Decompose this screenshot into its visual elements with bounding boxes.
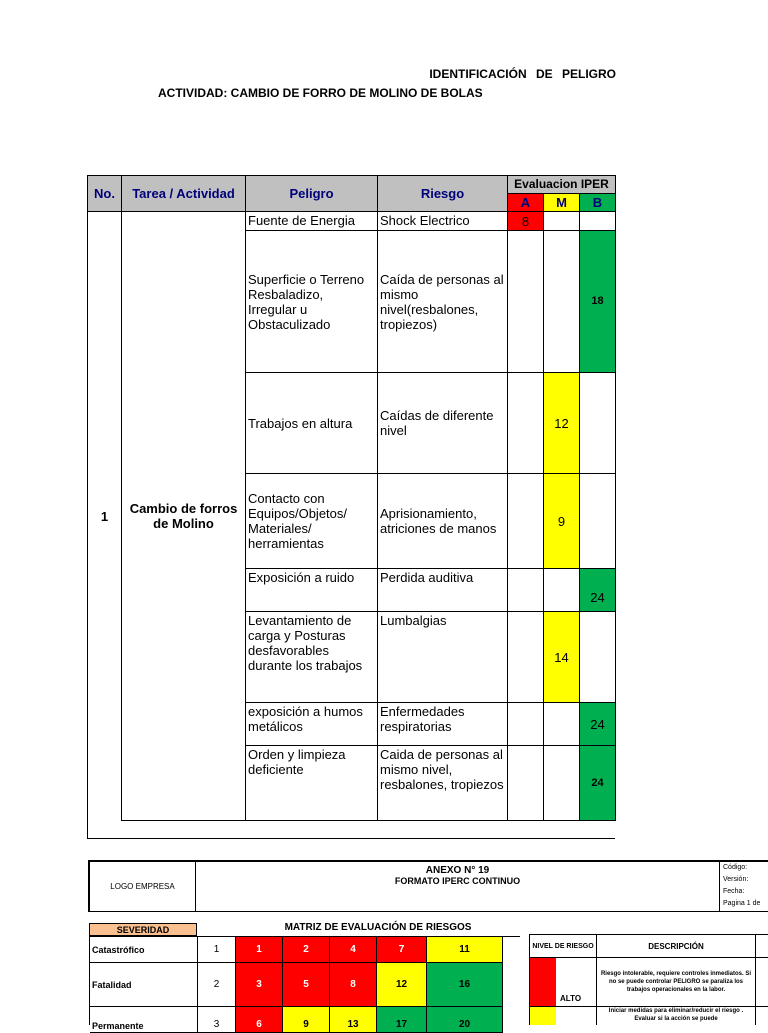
meta-code: Código: bbox=[723, 864, 748, 871]
col-header-b: B bbox=[580, 194, 616, 212]
hazard-cell: exposición a humos metálicos bbox=[246, 703, 378, 746]
severity-row-label: Permanente bbox=[90, 1007, 198, 1033]
matrix-cell: 5 bbox=[283, 963, 330, 1007]
severity-row-number: 1 bbox=[198, 937, 236, 963]
risk-cell: Caídas de diferente nivel bbox=[378, 373, 508, 474]
col-header-iper: Evaluacion IPER bbox=[508, 176, 616, 194]
col-header-no: No. bbox=[88, 176, 122, 212]
description-medium: Iniciar medidas para eliminar/reducir el riesgo . Evaluar si la acción se puede bbox=[597, 1007, 756, 1025]
severity-matrix bbox=[89, 936, 520, 1031]
iper-empty-a bbox=[508, 703, 544, 746]
matrix-cell: 17 bbox=[377, 1007, 427, 1033]
iper-value-b: 24 bbox=[580, 569, 616, 612]
matrix-cell: 1 bbox=[236, 937, 283, 963]
level-high-label: ALTO bbox=[560, 994, 582, 1003]
matrix-cell: 11 bbox=[427, 937, 503, 963]
iper-value-a: 8 bbox=[508, 212, 544, 231]
document-title: IDENTIFICACIÓN DE PELIGRO bbox=[429, 67, 616, 81]
hazard-cell: Superficie o Terreno Resbaladizo, Irregular u Obstaculizado bbox=[246, 231, 378, 373]
iper-empty-b bbox=[580, 373, 616, 474]
risk-cell: Enfermedades respiratorias bbox=[378, 703, 508, 746]
iper-empty-m bbox=[544, 569, 580, 612]
level-medium-swatch bbox=[530, 1007, 556, 1025]
matrix-cell: 6 bbox=[236, 1007, 283, 1033]
extra-header bbox=[756, 935, 768, 958]
iper-table bbox=[87, 175, 616, 821]
task-name: Cambio de forros de Molino bbox=[122, 212, 246, 821]
iper-empty-a bbox=[508, 746, 544, 821]
risk-cell: Lumbalgias bbox=[378, 612, 508, 703]
iper-empty-b bbox=[580, 212, 616, 231]
meta-date: Fecha: bbox=[723, 888, 745, 895]
level-high-cell bbox=[530, 958, 597, 1007]
col-header-a: A bbox=[508, 194, 544, 212]
col-header-hazard: Peligro bbox=[246, 176, 378, 212]
col-header-risk: Riesgo bbox=[378, 176, 508, 212]
iper-value-m: 14 bbox=[544, 612, 580, 703]
iper-value-m: 12 bbox=[544, 373, 580, 474]
matrix-cell: 4 bbox=[330, 937, 377, 963]
risk-cell: Caida de personas al mismo nivel, resbalones, tropiezos bbox=[378, 746, 508, 821]
iper-empty-b bbox=[580, 474, 616, 569]
level-header: NIVEL DE RIESGO bbox=[530, 935, 597, 958]
matrix-cell: 3 bbox=[236, 963, 283, 1007]
risk-cell: Aprisionamiento, atriciones de manos bbox=[378, 474, 508, 569]
iper-empty-m bbox=[544, 231, 580, 373]
hazard-cell: Orden y limpieza deficiente bbox=[246, 746, 378, 821]
matrix-cell: 7 bbox=[377, 937, 427, 963]
activity-title: ACTIVIDAD: CAMBIO DE FORRO DE MOLINO DE BOLAS bbox=[158, 86, 483, 100]
level-medium-cell bbox=[530, 1007, 597, 1025]
matrix-cell: 2 bbox=[283, 937, 330, 963]
matrix-cell: 8 bbox=[330, 963, 377, 1007]
meta-version: Versión: bbox=[723, 876, 749, 883]
matrix-cell: 20 bbox=[427, 1007, 503, 1033]
iper-value-m: 9 bbox=[544, 474, 580, 569]
iper-empty-a bbox=[508, 474, 544, 569]
iper-empty-m bbox=[544, 212, 580, 231]
severity-row-number: 2 bbox=[198, 963, 236, 1007]
level-high-swatch bbox=[530, 958, 556, 1006]
annex-title: ANEXO N° 19 bbox=[425, 865, 490, 876]
iper-value-b: 24 bbox=[580, 746, 616, 821]
hazard-cell: Contacto con Equipos/Objetos/ Materiales/ herramientas bbox=[246, 474, 378, 569]
matrix-cell: 16 bbox=[427, 963, 503, 1007]
risk-cell: Perdida auditiva bbox=[378, 569, 508, 612]
hazard-cell: Exposición a ruido bbox=[246, 569, 378, 612]
format-title: FORMATO IPERC CONTINUO bbox=[394, 876, 521, 886]
col-header-task: Tarea / Actividad bbox=[122, 176, 246, 212]
hazard-cell: Levantamiento de carga y Posturas desfavorables durante los trabajos bbox=[246, 612, 378, 703]
iperc-form bbox=[88, 860, 768, 1031]
hazard-cell: Fuente de Energia bbox=[246, 212, 378, 231]
annex-box bbox=[196, 860, 720, 912]
risk-cell: Caída de personas al mismo nivel(resbalones, tropiezos) bbox=[378, 231, 508, 373]
iper-empty-b bbox=[580, 612, 616, 703]
iper-empty-m bbox=[544, 703, 580, 746]
iper-value-b: 18 bbox=[580, 231, 616, 373]
risk-level-table bbox=[529, 934, 768, 1025]
iper-empty-m bbox=[544, 746, 580, 821]
iper-empty-a bbox=[508, 231, 544, 373]
matrix-cell: 12 bbox=[377, 963, 427, 1007]
row-number: 1 bbox=[88, 212, 122, 821]
iper-value-b: 24 bbox=[580, 703, 616, 746]
iper-empty-a bbox=[508, 373, 544, 474]
severity-row-number: 3 bbox=[198, 1007, 236, 1033]
iper-empty-a bbox=[508, 612, 544, 703]
description-high: Riesgo intolerable, requiere controles inmediatos. Si no se puede controlar PELIGRO se paraliza los trabajos operacionales en la labor. bbox=[597, 958, 756, 1007]
severity-label: SEVERIDAD bbox=[89, 923, 197, 936]
severity-row-label: Catastrófico bbox=[90, 937, 198, 963]
iper-empty-a bbox=[508, 569, 544, 612]
matrix-cell: 13 bbox=[330, 1007, 377, 1033]
description-header: DESCRIPCIÓN bbox=[597, 935, 756, 958]
matrix-title: MATRIZ DE EVALUACIÓN DE RIESGOS bbox=[284, 922, 472, 933]
extra-cell bbox=[756, 958, 768, 1007]
risk-cell: Shock Electrico bbox=[378, 212, 508, 231]
logo-text: LOGO EMPRESA bbox=[110, 882, 175, 891]
meta-box bbox=[720, 860, 768, 912]
meta-page: Pagina 1 de bbox=[723, 900, 761, 907]
logo-box bbox=[88, 860, 196, 912]
bottom-border-line bbox=[87, 838, 615, 839]
severity-row-label: Fatalidad bbox=[90, 963, 198, 1007]
matrix-cell: 9 bbox=[283, 1007, 330, 1033]
hazard-cell: Trabajos en altura bbox=[246, 373, 378, 474]
col-header-m: M bbox=[544, 194, 580, 212]
